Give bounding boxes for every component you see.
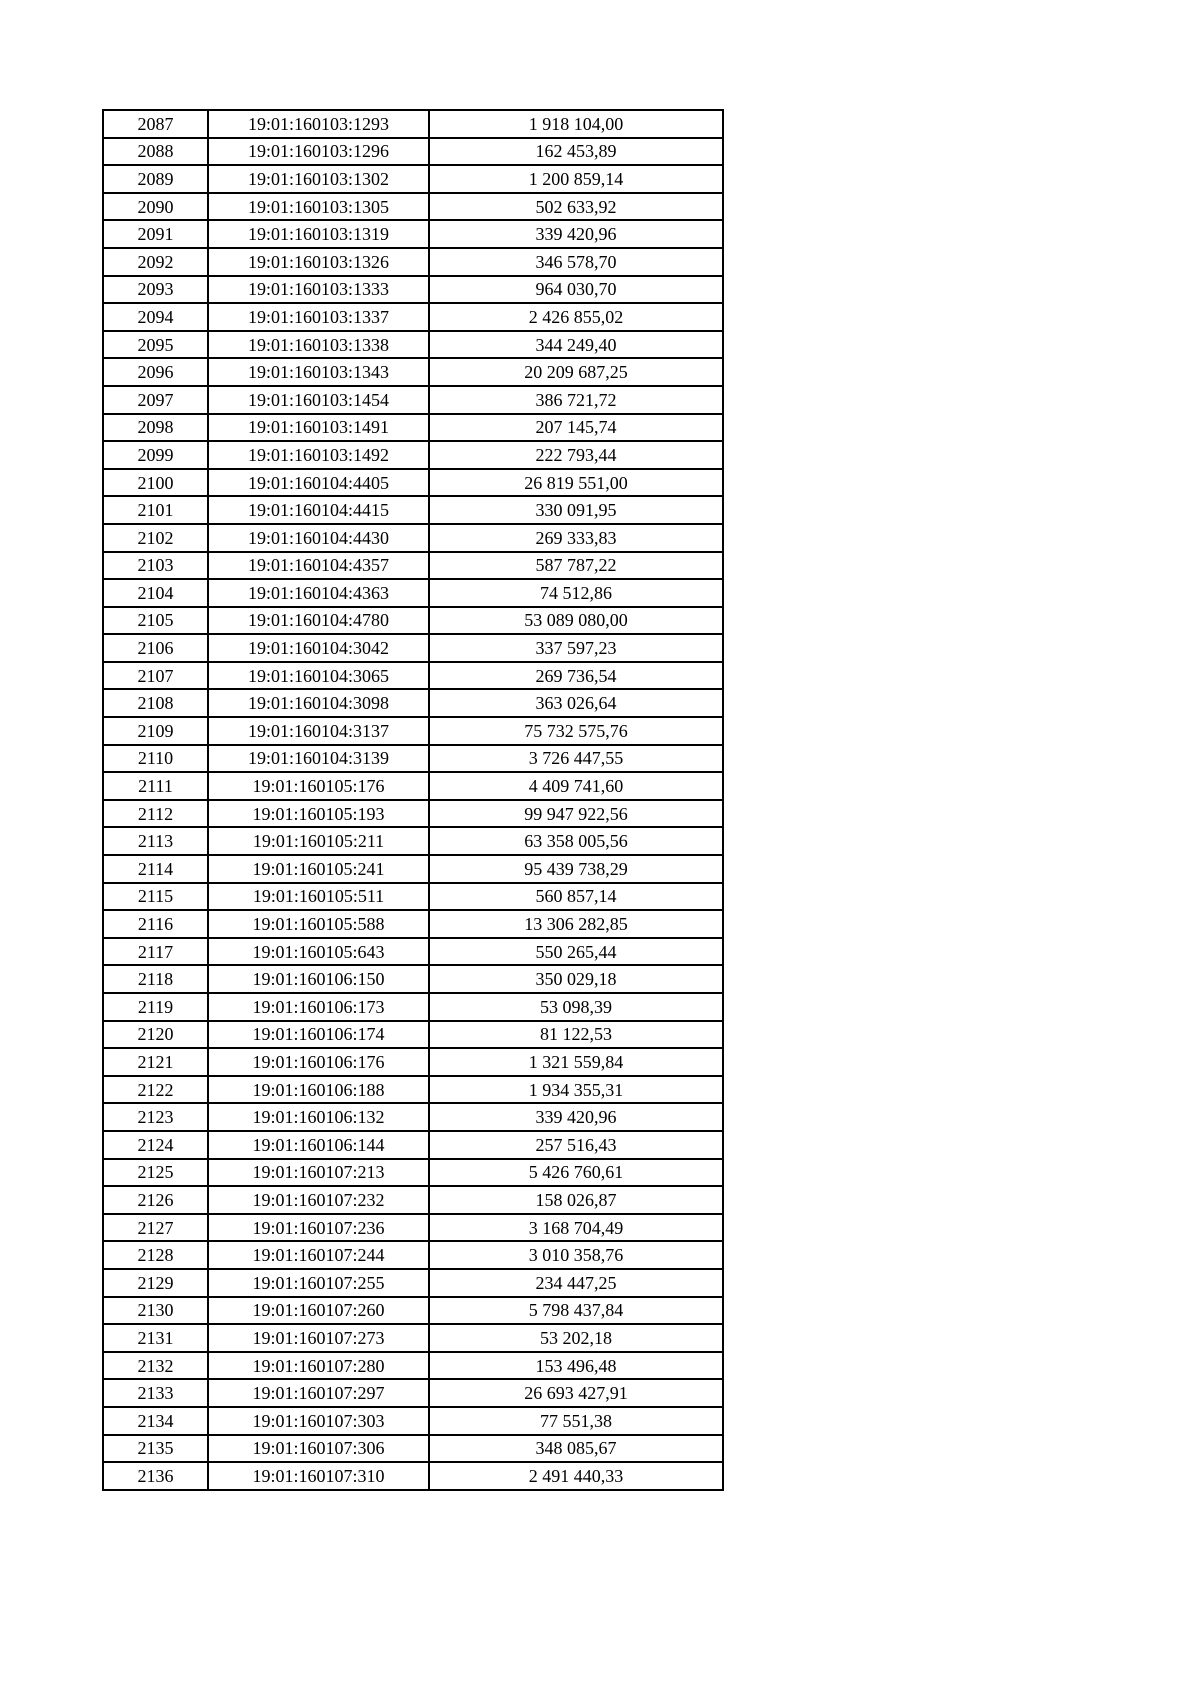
table-row bbox=[103, 579, 723, 607]
row-number-cell: 2114 bbox=[103, 855, 208, 883]
row-number-cell: 2100 bbox=[103, 469, 208, 497]
table-row bbox=[103, 1297, 723, 1325]
cadastral-value-cell: 5 798 437,84 bbox=[429, 1297, 723, 1325]
cadastral-value-cell: 75 732 575,76 bbox=[429, 717, 723, 745]
cadastral-number-cell: 19:01:160103:1338 bbox=[208, 331, 429, 359]
row-number-cell: 2093 bbox=[103, 276, 208, 304]
cadastral-value-cell: 3 168 704,49 bbox=[429, 1214, 723, 1242]
cadastral-value-cell: 257 516,43 bbox=[429, 1131, 723, 1159]
cadastral-value-cell: 344 249,40 bbox=[429, 331, 723, 359]
table-row bbox=[103, 193, 723, 221]
cadastral-number-cell: 19:01:160105:211 bbox=[208, 827, 429, 855]
cadastral-number-cell: 19:01:160107:260 bbox=[208, 1297, 429, 1325]
row-number-cell: 2098 bbox=[103, 414, 208, 442]
table-row bbox=[103, 938, 723, 966]
cadastral-number-cell: 19:01:160103:1326 bbox=[208, 248, 429, 276]
table-row bbox=[103, 883, 723, 911]
table-row bbox=[103, 524, 723, 552]
table-row bbox=[103, 414, 723, 442]
table-row bbox=[103, 331, 723, 359]
row-number-cell: 2108 bbox=[103, 689, 208, 717]
cadastral-value-cell: 3 726 447,55 bbox=[429, 745, 723, 773]
cadastral-number-cell: 19:01:160105:643 bbox=[208, 938, 429, 966]
row-number-cell: 2102 bbox=[103, 524, 208, 552]
row-number-cell: 2119 bbox=[103, 993, 208, 1021]
cadastral-number-cell: 19:01:160104:4780 bbox=[208, 607, 429, 635]
table-row bbox=[103, 496, 723, 524]
table-row bbox=[103, 1159, 723, 1187]
cadastral-value-cell: 207 145,74 bbox=[429, 414, 723, 442]
table-row bbox=[103, 745, 723, 773]
cadastral-number-cell: 19:01:160103:1319 bbox=[208, 220, 429, 248]
cadastral-value-cell: 1 918 104,00 bbox=[429, 110, 723, 138]
cadastral-number-cell: 19:01:160103:1343 bbox=[208, 358, 429, 386]
cadastral-value-cell: 53 202,18 bbox=[429, 1324, 723, 1352]
row-number-cell: 2095 bbox=[103, 331, 208, 359]
cadastral-number-cell: 19:01:160106:188 bbox=[208, 1076, 429, 1104]
row-number-cell: 2101 bbox=[103, 496, 208, 524]
row-number-cell: 2090 bbox=[103, 193, 208, 221]
table-row bbox=[103, 1379, 723, 1407]
cadastral-value-cell: 587 787,22 bbox=[429, 552, 723, 580]
row-number-cell: 2110 bbox=[103, 745, 208, 773]
cadastral-number-cell: 19:01:160107:306 bbox=[208, 1435, 429, 1463]
cadastral-value-cell: 964 030,70 bbox=[429, 276, 723, 304]
table-row bbox=[103, 827, 723, 855]
table-row bbox=[103, 1076, 723, 1104]
table-row bbox=[103, 552, 723, 580]
cadastral-number-cell: 19:01:160104:4363 bbox=[208, 579, 429, 607]
table-row bbox=[103, 1131, 723, 1159]
row-number-cell: 2118 bbox=[103, 965, 208, 993]
cadastral-number-cell: 19:01:160106:174 bbox=[208, 1021, 429, 1049]
cadastral-number-cell: 19:01:160104:4415 bbox=[208, 496, 429, 524]
cadastral-value-cell: 269 333,83 bbox=[429, 524, 723, 552]
cadastral-value-cell: 234 447,25 bbox=[429, 1269, 723, 1297]
cadastral-number-cell: 19:01:160107:303 bbox=[208, 1407, 429, 1435]
row-number-cell: 2116 bbox=[103, 910, 208, 938]
cadastral-value-cell: 386 721,72 bbox=[429, 386, 723, 414]
cadastral-number-cell: 19:01:160107:310 bbox=[208, 1462, 429, 1490]
table-row bbox=[103, 662, 723, 690]
cadastral-number-cell: 19:01:160103:1491 bbox=[208, 414, 429, 442]
cadastral-value-cell: 77 551,38 bbox=[429, 1407, 723, 1435]
row-number-cell: 2097 bbox=[103, 386, 208, 414]
cadastral-value-cell: 1 321 559,84 bbox=[429, 1048, 723, 1076]
cadastral-value-cell: 350 029,18 bbox=[429, 965, 723, 993]
table-row bbox=[103, 772, 723, 800]
cadastral-number-cell: 19:01:160106:176 bbox=[208, 1048, 429, 1076]
row-number-cell: 2091 bbox=[103, 220, 208, 248]
cadastral-value-cell: 337 597,23 bbox=[429, 634, 723, 662]
cadastral-value-cell: 502 633,92 bbox=[429, 193, 723, 221]
cadastral-value-cell: 346 578,70 bbox=[429, 248, 723, 276]
cadastral-number-cell: 19:01:160104:3137 bbox=[208, 717, 429, 745]
table-row bbox=[103, 1186, 723, 1214]
cadastral-number-cell: 19:01:160104:3139 bbox=[208, 745, 429, 773]
cadastral-value-cell: 153 496,48 bbox=[429, 1352, 723, 1380]
cadastral-number-cell: 19:01:160105:511 bbox=[208, 883, 429, 911]
table-row bbox=[103, 993, 723, 1021]
cadastral-number-cell: 19:01:160104:3042 bbox=[208, 634, 429, 662]
cadastral-value-cell: 550 265,44 bbox=[429, 938, 723, 966]
cadastral-number-cell: 19:01:160106:144 bbox=[208, 1131, 429, 1159]
cadastral-value-cell: 3 010 358,76 bbox=[429, 1241, 723, 1269]
table-row bbox=[103, 1021, 723, 1049]
table-row bbox=[103, 441, 723, 469]
row-number-cell: 2094 bbox=[103, 303, 208, 331]
cadastral-value-table bbox=[102, 109, 724, 1491]
cadastral-value-cell: 158 026,87 bbox=[429, 1186, 723, 1214]
cadastral-number-cell: 19:01:160106:132 bbox=[208, 1103, 429, 1131]
row-number-cell: 2117 bbox=[103, 938, 208, 966]
row-number-cell: 2104 bbox=[103, 579, 208, 607]
cadastral-value-cell: 330 091,95 bbox=[429, 496, 723, 524]
cadastral-value-cell: 4 409 741,60 bbox=[429, 772, 723, 800]
cadastral-value-cell: 53 089 080,00 bbox=[429, 607, 723, 635]
table-row bbox=[103, 1407, 723, 1435]
row-number-cell: 2121 bbox=[103, 1048, 208, 1076]
table-row bbox=[103, 607, 723, 635]
cadastral-value-cell: 2 426 855,02 bbox=[429, 303, 723, 331]
table-row bbox=[103, 1352, 723, 1380]
table-row bbox=[103, 1048, 723, 1076]
cadastral-value-cell: 1 934 355,31 bbox=[429, 1076, 723, 1104]
row-number-cell: 2127 bbox=[103, 1214, 208, 1242]
cadastral-number-cell: 19:01:160107:297 bbox=[208, 1379, 429, 1407]
cadastral-value-cell: 74 512,86 bbox=[429, 579, 723, 607]
cadastral-number-cell: 19:01:160103:1492 bbox=[208, 441, 429, 469]
table-row bbox=[103, 1214, 723, 1242]
cadastral-value-cell: 162 453,89 bbox=[429, 138, 723, 166]
row-number-cell: 2111 bbox=[103, 772, 208, 800]
row-number-cell: 2103 bbox=[103, 552, 208, 580]
cadastral-number-cell: 19:01:160103:1296 bbox=[208, 138, 429, 166]
cadastral-value-cell: 13 306 282,85 bbox=[429, 910, 723, 938]
row-number-cell: 2134 bbox=[103, 1407, 208, 1435]
row-number-cell: 2112 bbox=[103, 800, 208, 828]
cadastral-value-cell: 20 209 687,25 bbox=[429, 358, 723, 386]
table-row bbox=[103, 634, 723, 662]
cadastral-value-cell: 560 857,14 bbox=[429, 883, 723, 911]
cadastral-value-cell: 63 358 005,56 bbox=[429, 827, 723, 855]
row-number-cell: 2126 bbox=[103, 1186, 208, 1214]
row-number-cell: 2115 bbox=[103, 883, 208, 911]
table-row bbox=[103, 1324, 723, 1352]
table-row bbox=[103, 1241, 723, 1269]
row-number-cell: 2113 bbox=[103, 827, 208, 855]
row-number-cell: 2105 bbox=[103, 607, 208, 635]
cadastral-number-cell: 19:01:160103:1293 bbox=[208, 110, 429, 138]
cadastral-number-cell: 19:01:160107:244 bbox=[208, 1241, 429, 1269]
row-number-cell: 2123 bbox=[103, 1103, 208, 1131]
cadastral-number-cell: 19:01:160104:4357 bbox=[208, 552, 429, 580]
cadastral-number-cell: 19:01:160107:273 bbox=[208, 1324, 429, 1352]
table-row bbox=[103, 1462, 723, 1490]
cadastral-value-cell: 26 693 427,91 bbox=[429, 1379, 723, 1407]
cadastral-number-cell: 19:01:160103:1337 bbox=[208, 303, 429, 331]
cadastral-value-cell: 5 426 760,61 bbox=[429, 1159, 723, 1187]
cadastral-number-cell: 19:01:160107:280 bbox=[208, 1352, 429, 1380]
cadastral-value-cell: 222 793,44 bbox=[429, 441, 723, 469]
row-number-cell: 2136 bbox=[103, 1462, 208, 1490]
cadastral-number-cell: 19:01:160105:176 bbox=[208, 772, 429, 800]
table-row bbox=[103, 386, 723, 414]
cadastral-value-cell: 26 819 551,00 bbox=[429, 469, 723, 497]
table-row bbox=[103, 1435, 723, 1463]
row-number-cell: 2125 bbox=[103, 1159, 208, 1187]
table-row bbox=[103, 965, 723, 993]
cadastral-number-cell: 19:01:160107:236 bbox=[208, 1214, 429, 1242]
table-row bbox=[103, 276, 723, 304]
cadastral-value-cell: 1 200 859,14 bbox=[429, 165, 723, 193]
row-number-cell: 2131 bbox=[103, 1324, 208, 1352]
cadastral-number-cell: 19:01:160104:4430 bbox=[208, 524, 429, 552]
table-row bbox=[103, 1269, 723, 1297]
cadastral-value-cell: 99 947 922,56 bbox=[429, 800, 723, 828]
cadastral-value-cell: 339 420,96 bbox=[429, 220, 723, 248]
cadastral-number-cell: 19:01:160107:255 bbox=[208, 1269, 429, 1297]
table-row bbox=[103, 303, 723, 331]
row-number-cell: 2106 bbox=[103, 634, 208, 662]
cadastral-number-cell: 19:01:160103:1454 bbox=[208, 386, 429, 414]
table-body bbox=[103, 110, 723, 1490]
row-number-cell: 2133 bbox=[103, 1379, 208, 1407]
row-number-cell: 2089 bbox=[103, 165, 208, 193]
cadastral-number-cell: 19:01:160103:1305 bbox=[208, 193, 429, 221]
cadastral-number-cell: 19:01:160107:232 bbox=[208, 1186, 429, 1214]
cadastral-number-cell: 19:01:160104:4405 bbox=[208, 469, 429, 497]
cadastral-value-cell: 339 420,96 bbox=[429, 1103, 723, 1131]
table-row bbox=[103, 855, 723, 883]
row-number-cell: 2107 bbox=[103, 662, 208, 690]
cadastral-value-cell: 269 736,54 bbox=[429, 662, 723, 690]
row-number-cell: 2092 bbox=[103, 248, 208, 276]
table-row bbox=[103, 110, 723, 138]
cadastral-number-cell: 19:01:160104:3098 bbox=[208, 689, 429, 717]
cadastral-value-cell: 53 098,39 bbox=[429, 993, 723, 1021]
row-number-cell: 2120 bbox=[103, 1021, 208, 1049]
row-number-cell: 2124 bbox=[103, 1131, 208, 1159]
table-row bbox=[103, 138, 723, 166]
cadastral-value-cell: 363 026,64 bbox=[429, 689, 723, 717]
table-row bbox=[103, 220, 723, 248]
cadastral-number-cell: 19:01:160104:3065 bbox=[208, 662, 429, 690]
cadastral-number-cell: 19:01:160106:150 bbox=[208, 965, 429, 993]
cadastral-value-cell: 348 085,67 bbox=[429, 1435, 723, 1463]
table-row bbox=[103, 717, 723, 745]
table-row bbox=[103, 1103, 723, 1131]
table-row bbox=[103, 689, 723, 717]
cadastral-value-cell: 95 439 738,29 bbox=[429, 855, 723, 883]
row-number-cell: 2129 bbox=[103, 1269, 208, 1297]
row-number-cell: 2099 bbox=[103, 441, 208, 469]
cadastral-number-cell: 19:01:160105:193 bbox=[208, 800, 429, 828]
row-number-cell: 2122 bbox=[103, 1076, 208, 1104]
row-number-cell: 2109 bbox=[103, 717, 208, 745]
cadastral-value-cell: 2 491 440,33 bbox=[429, 1462, 723, 1490]
row-number-cell: 2087 bbox=[103, 110, 208, 138]
cadastral-number-cell: 19:01:160106:173 bbox=[208, 993, 429, 1021]
row-number-cell: 2128 bbox=[103, 1241, 208, 1269]
row-number-cell: 2088 bbox=[103, 138, 208, 166]
table-row bbox=[103, 469, 723, 497]
table-row bbox=[103, 248, 723, 276]
cadastral-number-cell: 19:01:160103:1302 bbox=[208, 165, 429, 193]
row-number-cell: 2130 bbox=[103, 1297, 208, 1325]
row-number-cell: 2132 bbox=[103, 1352, 208, 1380]
row-number-cell: 2135 bbox=[103, 1435, 208, 1463]
row-number-cell: 2096 bbox=[103, 358, 208, 386]
table-row bbox=[103, 165, 723, 193]
cadastral-number-cell: 19:01:160103:1333 bbox=[208, 276, 429, 304]
cadastral-number-cell: 19:01:160105:241 bbox=[208, 855, 429, 883]
cadastral-value-cell: 81 122,53 bbox=[429, 1021, 723, 1049]
table-row bbox=[103, 358, 723, 386]
table-row bbox=[103, 910, 723, 938]
cadastral-number-cell: 19:01:160107:213 bbox=[208, 1159, 429, 1187]
cadastral-number-cell: 19:01:160105:588 bbox=[208, 910, 429, 938]
table-row bbox=[103, 800, 723, 828]
